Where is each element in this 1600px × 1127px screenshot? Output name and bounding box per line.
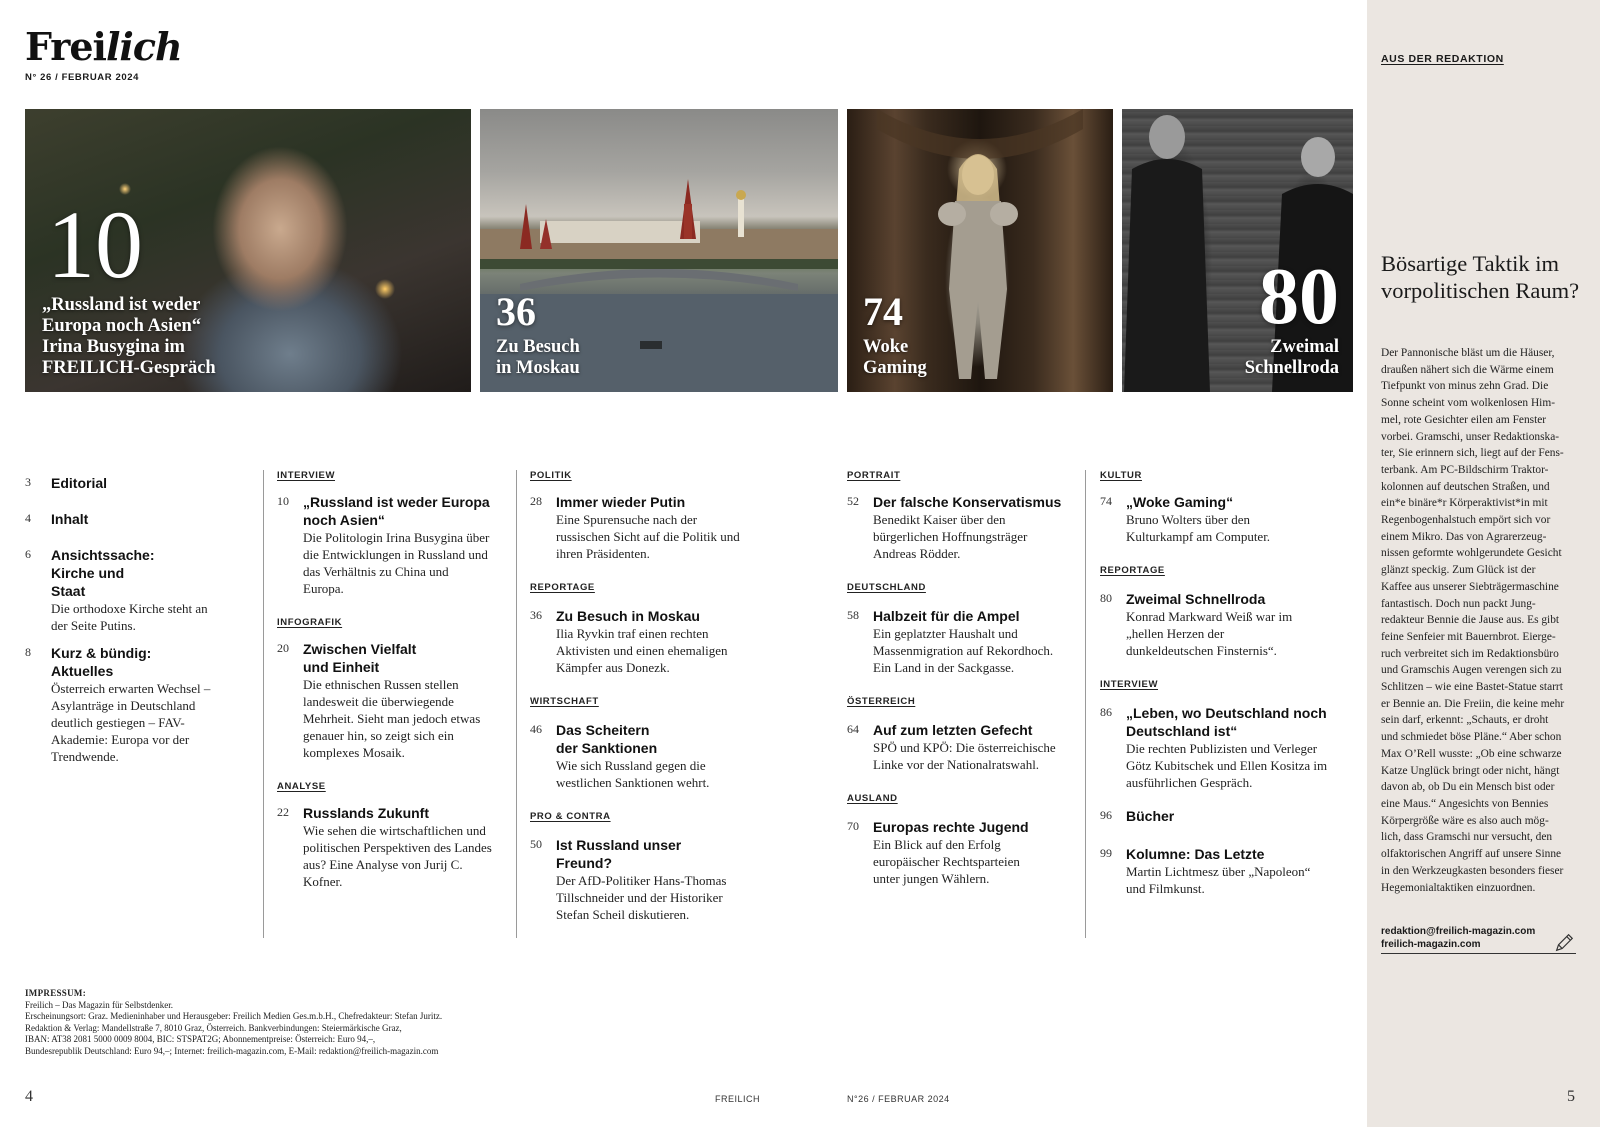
toc-entry-title: Ist Russland unser Freund? — [556, 837, 682, 871]
toc-section-label: REPORTAGE — [1100, 565, 1165, 576]
toc-entry-title: „Russland ist weder Europa noch Asien“ — [303, 494, 490, 528]
footer-brand: FREILICH — [715, 1094, 761, 1104]
toc-entry[interactable] — [25, 474, 230, 492]
hero-woke-gaming[interactable] — [847, 109, 1113, 392]
hero-title: Zu Besuch in Moskau — [496, 337, 580, 378]
toc-entry-title: Das Scheitern der Sanktionen — [556, 722, 658, 756]
toc-entry-description: Ein geplatzter Haushalt und Massenmigration auf Rekordhoch. Ein Land in der Sackgasse. — [873, 626, 1054, 675]
issue-label: N° 26 / FEBRUAR 2024 — [25, 72, 139, 83]
toc-entry[interactable] — [25, 644, 230, 765]
toc-column-4 — [847, 470, 1072, 887]
toc-entry[interactable] — [847, 493, 1072, 562]
toc-entry-title: Ansichtssache: Kirche und Staat — [51, 547, 155, 599]
toc-entry[interactable] — [277, 493, 492, 597]
toc-entry[interactable] — [277, 640, 492, 761]
toc-page-number: 46 — [530, 722, 542, 736]
toc-page-number: 96 — [1100, 808, 1112, 822]
toc-entry-description: Wie sehen die wirtschaftlichen und politischen Perspektiven des Landes aus? Eine Analyse von Jurij C. Kofner. — [303, 823, 492, 889]
toc-entry-description: SPÖ und KPÖ: Die österreichische Linke vor der Nationalratswahl. — [873, 740, 1056, 772]
toc-section-label: POLITIK — [530, 470, 572, 481]
toc-entry-description: Die orthodoxe Kirche steht an der Seite Putins. — [51, 601, 208, 633]
page-number-right: 5 — [1567, 1088, 1575, 1105]
hero-title: „Russland ist weder Europa noch Asien“ Irina Busygina im FREILICH-Gespräch — [42, 295, 216, 378]
toc-section-label: ÖSTERREICH — [847, 696, 916, 707]
toc-entry[interactable] — [530, 721, 740, 791]
masthead — [25, 24, 182, 83]
toc-page-number: 80 — [1100, 591, 1112, 605]
toc-entry[interactable] — [1100, 590, 1330, 659]
toc-entry-title: Editorial — [51, 475, 108, 491]
toc-section-label: PRO & CONTRA — [530, 811, 611, 822]
editorial-sidebar — [1367, 0, 1600, 1127]
footer-issue: N°26 / FEBRUAR 2024 — [847, 1094, 950, 1104]
toc-entry-description: Die Politologin Irina Busygina über die Entwicklungen in Russland und das Verhältnis zu China und Europa. — [303, 530, 490, 596]
toc-entry-description: Ilia Ryvkin traf einen rechten Aktivisten und einen ehemaligen Kämpfer aus Donezk. — [556, 626, 728, 675]
toc-page-number: 10 — [277, 494, 289, 508]
contact-website-link[interactable]: freilich-magazin.com — [1381, 938, 1481, 950]
impressum-line: IBAN: AT38 2081 5000 0009 8004, BIC: STSPAT2G; Abonnementpreise: Österreich: Euro 94,–, — [25, 1034, 376, 1044]
toc-page-number: 6 — [25, 547, 31, 561]
toc-entry-description: Der AfD-Politiker Hans-Thomas Tillschneider und der Historiker Stefan Scheil diskutieren. — [556, 873, 727, 922]
sidebar-contact — [1381, 926, 1576, 954]
toc-entry[interactable] — [847, 607, 1072, 676]
toc-entry-description: Österreich erwarten Wechsel – Asylanträge in Deutschland deutlich gestiegen – FAV-Akademie: Europa vor der Trendwende. — [51, 681, 211, 764]
page-number-left: 4 — [25, 1088, 33, 1105]
impressum-heading: IMPRESSUM: — [25, 988, 86, 998]
toc-section-label: INFOGRAFIK — [277, 617, 343, 628]
toc-entry-description: Die ethnischen Russen stellen landesweit die überwiegende Mehrheit. Sieht man jedoch etwas genauer hin, so zeigt sich ein komplexes Mosaik. — [303, 677, 481, 760]
toc-column-5 — [1100, 470, 1330, 897]
sidebar-section-label: AUS DER REDAKTION — [1381, 53, 1504, 65]
impressum-line: Erscheinungsort: Graz. Medieninhaber und Herausgeber: Freilich Medien Ges.m.b.H., Chefredakteur: Stefan Juritz. — [25, 1011, 443, 1021]
toc-entry-title: Russlands Zukunft — [303, 805, 430, 821]
toc-entry-title: Zwischen Vielfalt und Einheit — [303, 641, 417, 675]
sidebar-body: Der Pannonische bläst um die Häuser, draußen nähert sich die Wärme einem Tiefpunkt von minus zehn Grad. Die Sonne scheint vom wolkenlosen Him- mel, rote Gesichter eilen am Fenster vorbei. Gramschi, unser Redaktionska- ter, Sie erinnern sich, liegt auf der Fens- terbank. Am PC-Bildschirm Traktor- kolonnen auf deutschen Straßen, und ein*e binäre*r Körperaktivist*in mit Regenbogenhalstuch empört sich vor einem Mikro. Das von Agrarerzeug- nissen geformte wohlgerundete Gesicht glänzt speckig. Zum Glück ist der Kaffee aus unserer Siebträgermaschine fantastisch. Doch nun packt Jung- redakteur Bennie die Jause aus. Es gibt feine Senfeier mit Bauernbrot. Eierge- ruch verbreitet sich im Redaktionsbüro und Gramschis Augen verengen sich zu Schlitzen – wie eine Bastet-Statue starrt er Bennie an. Die Freiin, die keine mehr sein darf, erkennt: „Schauts, er droht und schmiedet böse Pläne.“ Aber schon Max O’Rell wusste: „Ob eine schwarze Katze Unglück bringt oder nicht, hängt davon ab, ob Du ein Mensch bist oder eine Maus.“ Angesichts von Bennies Körpergröße wäre es also auch mög- lich, dass Gramschi nur versucht, den olfaktorischen Angriff auf unsere Sinne in den Werkzeugkasten besonders fieser Hegemonialtaktiken einzuordnen. — [1381, 347, 1565, 894]
hero-title: Zweimal Schnellroda — [1244, 337, 1339, 378]
toc-section-label: WIRTSCHAFT — [530, 696, 599, 707]
toc-entry-description: Wie sich Russland gegen die westlichen Sanktionen wehrt. — [556, 758, 710, 790]
hero-interview-busygina[interactable] — [25, 109, 471, 392]
toc-entry[interactable] — [1100, 704, 1330, 791]
toc-page-number: 99 — [1100, 846, 1112, 860]
toc-column-2 — [277, 470, 492, 890]
pencil-icon — [1553, 932, 1575, 954]
impressum-line: Bundesrepublik Deutschland: Euro 94,–; Internet: freilich-magazin.com, E-Mail: redaktion@freilich-magazin.com — [25, 1045, 439, 1056]
toc-entry-title: Inhalt — [51, 511, 89, 527]
toc-entry-description: Eine Spurensuche nach der russischen Sicht auf die Politik und ihren Präsidenten. — [556, 512, 740, 561]
toc-page-number: 36 — [530, 608, 542, 622]
toc-entry-title: Auf zum letzten Gefecht — [873, 722, 1033, 738]
toc-page-number: 20 — [277, 641, 289, 655]
contact-email-link[interactable]: redaktion@freilich-magazin.com — [1381, 926, 1536, 937]
toc-entry[interactable] — [847, 721, 1072, 773]
hero-title: Woke Gaming — [863, 337, 927, 378]
hero-page-number: 80 — [1259, 253, 1339, 341]
toc-section-label: DEUTSCHLAND — [847, 582, 926, 593]
toc-page-number: 70 — [847, 819, 859, 833]
toc-section-label: PORTRAIT — [847, 470, 901, 481]
toc-section-label: REPORTAGE — [530, 582, 595, 593]
toc-section-label: ANALYSE — [277, 781, 326, 792]
hero-page-number: 36 — [496, 289, 536, 334]
impressum-line: Redaktion & Verlag: Mandellstraße 7, 8010 Graz, Österreich. Bankverbindungen: Steiermärkische Graz, — [25, 1022, 402, 1033]
toc-entry-description: Die rechten Publizisten und Verleger Götz Kubitschek und Ellen Kositza im ausführlichen Gespräch. — [1126, 741, 1328, 790]
magazine-logo[interactable]: Freilich — [25, 24, 182, 69]
toc-entry-description: Ein Blick auf den Erfolg europäischer Rechtsparteien unter jungen Wählern. — [873, 837, 1020, 886]
hero-page-number: 74 — [863, 289, 903, 334]
toc-entry[interactable] — [847, 818, 1072, 887]
toc-entry-title: Immer wieder Putin — [556, 494, 686, 510]
column-divider — [516, 470, 517, 938]
toc-entry-title: Kolumne: Das Letzte — [1126, 846, 1265, 862]
toc-column-3 — [530, 470, 740, 923]
toc-page-number: 3 — [25, 475, 31, 489]
toc-page-number: 28 — [530, 494, 542, 508]
toc-entry[interactable] — [1100, 493, 1330, 545]
toc-entry[interactable] — [530, 607, 740, 676]
impressum — [25, 988, 545, 1057]
column-divider — [1085, 470, 1086, 938]
toc-page-number: 86 — [1100, 705, 1112, 719]
toc-entry-title: Kurz & bündig: Aktuelles — [51, 645, 152, 679]
toc-page-number: 4 — [25, 511, 31, 525]
toc-entry-title: „Leben, wo Deutschland noch Deutschland ist“ — [1126, 705, 1327, 739]
toc-entry-description: Benedikt Kaiser über den bürgerlichen Hoffnungsträger Andreas Rödder. — [873, 512, 1028, 561]
toc-entry-title: „Woke Gaming“ — [1126, 494, 1234, 510]
toc-entry-title: Zweimal Schnellroda — [1126, 591, 1266, 607]
toc-entry-title: Der falsche Konservatismus — [873, 494, 1062, 510]
toc-section-label: KULTUR — [1100, 470, 1142, 481]
column-divider — [263, 470, 264, 938]
toc-section-label: AUSLAND — [847, 793, 898, 804]
toc-entry[interactable] — [530, 836, 740, 923]
toc-entry[interactable] — [277, 804, 492, 890]
toc-entry-description: Bruno Wolters über den Kulturkampf am Computer. — [1126, 512, 1271, 544]
toc-entry[interactable] — [530, 493, 740, 562]
toc-entry[interactable] — [25, 510, 230, 528]
toc-entry[interactable] — [1100, 845, 1330, 897]
sidebar-headline: Bösartige Taktik im vorpolitischen Raum? — [1381, 251, 1580, 303]
toc-page-number: 8 — [25, 645, 31, 659]
toc-entry-description: Konrad Markward Weiß war im „hellen Herzen der dunkeldeutschen Finsternis“. — [1126, 609, 1293, 658]
toc-page-number: 58 — [847, 608, 859, 622]
toc-column-1 — [25, 470, 230, 765]
toc-entry-title: Europas rechte Jugend — [873, 819, 1029, 835]
toc-page-number: 74 — [1100, 494, 1112, 508]
toc-page-number: 22 — [277, 805, 289, 819]
toc-entry-description: Martin Lichtmesz über „Napoleon“ und Filmkunst. — [1126, 864, 1311, 896]
hero-page-number: 10 — [47, 191, 143, 298]
toc-page-number: 52 — [847, 494, 859, 508]
toc-entry-title: Bücher — [1126, 808, 1175, 824]
toc-section-label: INTERVIEW — [277, 470, 336, 481]
toc-section-label: INTERVIEW — [1100, 679, 1159, 690]
hero-schnellroda[interactable] — [1122, 109, 1353, 392]
toc-entry[interactable] — [25, 546, 230, 634]
toc-page-number: 64 — [847, 722, 859, 736]
toc-entry[interactable] — [1100, 807, 1330, 825]
hero-moscow[interactable] — [480, 109, 838, 392]
impressum-line: Freilich – Das Magazin für Selbstdenker. — [25, 999, 173, 1010]
toc-entry-title: Zu Besuch in Moskau — [556, 608, 700, 624]
toc-entry-title: Halbzeit für die Ampel — [873, 608, 1020, 624]
toc-page-number: 50 — [530, 837, 542, 851]
